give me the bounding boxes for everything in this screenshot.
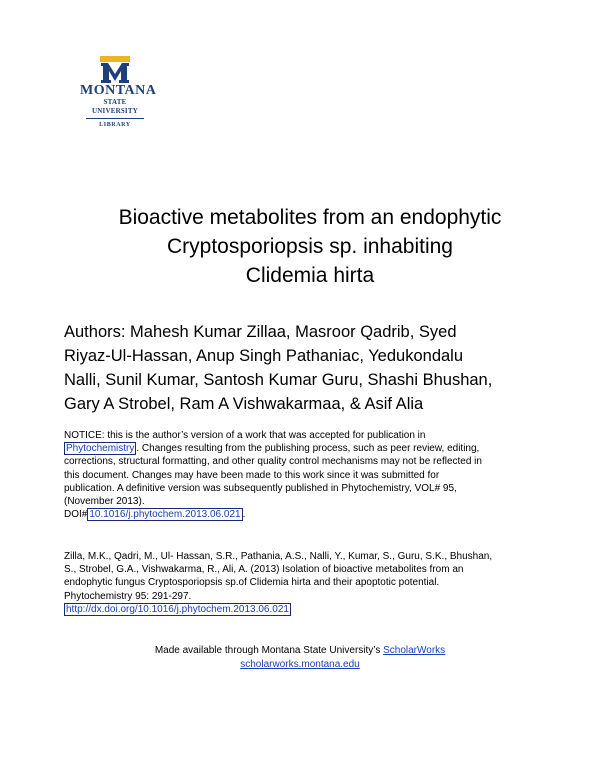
footer-line <box>0 644 600 658</box>
logo-library-text: LIBRARY <box>99 122 131 128</box>
citation-line: S., Strobel, G.A., Vishwakarma, R., Ali, A. (2013) Isolation of bioactive metabolites from an <box>64 564 464 576</box>
doi-label: DOI# <box>64 509 88 521</box>
notice-line: (November 2013). <box>64 496 145 508</box>
publication-notice <box>64 429 554 521</box>
title-line: Clidemia hirta <box>245 264 375 287</box>
notice-line: corrections, structural formatting, and other quality control mechanisms may not be reflected in <box>64 456 482 468</box>
notice-line <box>64 508 554 521</box>
authors-line: Authors: Mahesh Kumar Zillaa, Masroor Qadrib, Syed <box>64 323 457 341</box>
logo-university-text: STATE UNIVERSITY <box>92 98 138 115</box>
title-line: Bioactive metabolites from an endophytic <box>118 206 502 229</box>
authors-line: Riyaz-Ul-Hassan, Anup Singh Pathaniac, Yedukondalu <box>64 347 464 365</box>
logo-montana-text: MONTANA <box>80 83 157 98</box>
doi-suffix: . <box>242 509 246 521</box>
notice-line: NOTICE: this is the author’s version of a work that was accepted for publication in <box>64 430 426 441</box>
citation-line <box>64 603 554 616</box>
citation-line: Zilla, M.K., Qadri, M., Ul- Hassan, S.R., Pathania, A.S., Nalli, Y., Kumar, S., Guru, S.K., Bhushan, <box>64 551 493 562</box>
title-line: Cryptosporiopsis sp. inhabiting <box>167 235 453 258</box>
authors-line: Nalli, Sunil Kumar, Santosh Kumar Guru, Shashi Bhushan, <box>64 371 493 389</box>
notice-line: this document. Changes may have been made to this work since it was submitted for <box>64 469 440 481</box>
made-available-text: Made available through Montana State University’s <box>154 645 384 656</box>
msu-library-logo <box>80 56 157 129</box>
logo-divider <box>86 118 144 119</box>
notice-line: publication. A definitive version was subsequently published in Phytochemistry, VOL# 95, <box>64 482 457 494</box>
notice-text: . Changes resulting from the publishing process, such as peer review, editing, <box>136 443 480 455</box>
scholarworks-url-link[interactable]: scholarworks.montana.edu <box>240 658 360 670</box>
authors-block <box>64 320 564 416</box>
msu-m-emblem-icon <box>98 56 132 84</box>
doi-link[interactable]: 10.1016/j.phytochem.2013.06.021 <box>89 509 241 521</box>
scholarworks-link[interactable]: ScholarWorks <box>383 645 446 656</box>
notice-line <box>64 442 554 455</box>
document-title <box>40 203 580 290</box>
footer-line <box>0 658 600 672</box>
citation-block <box>64 550 554 616</box>
citation-doi-link[interactable]: http://dx.doi.org/10.1016/j.phytochem.2013.06.021 <box>66 603 289 615</box>
phytochemistry-link[interactable]: Phytochemistry <box>66 443 135 455</box>
footer <box>0 644 600 671</box>
citation-line: Phytochemistry 95: 291-297. <box>64 590 192 602</box>
citation-line: endophytic fungus Cryptosporiopsis sp.of Clidemia hirta and their apoptotic potential. <box>64 577 440 589</box>
authors-line: Gary A Strobel, Ram A Vishwakarmaa, & Asif Alia <box>64 395 424 413</box>
